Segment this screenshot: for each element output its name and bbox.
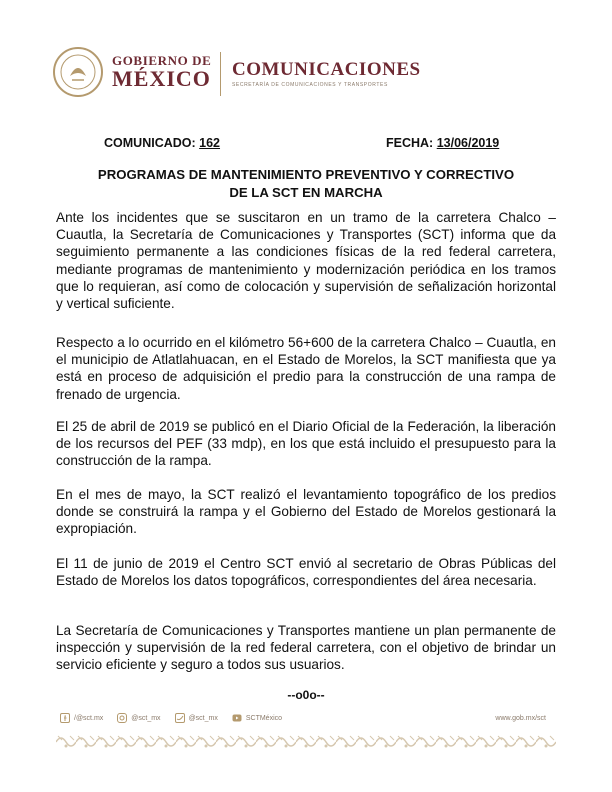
twitter-handle: @sct_mx [188, 714, 218, 722]
paragraph: En el mes de mayo, la SCT realizó el levantamiento topográfico de los predios donde se construirá la rampa y el Gobierno del Estado de Morelos gestionará la expropiación. [56, 487, 556, 537]
gov-line2: MÉXICO [112, 66, 211, 91]
instagram-link[interactable] [117, 713, 160, 723]
government-logo-text [112, 54, 211, 90]
website-url: www.gob.mx/sct [495, 714, 546, 722]
fecha-value: 13/06/2019 [436, 136, 500, 150]
title-line2: DE LA SCT EN MARCHA [229, 185, 383, 200]
national-seal-icon [52, 46, 104, 98]
youtube-link[interactable] [232, 713, 282, 723]
department-logo-text [232, 60, 421, 88]
paragraph: Ante los incidentes que se suscitaron en un tramo de la carretera Chalco – Cuautla, la Secretaría de Comunicaciones y Transportes (SCT) informa que da seguimiento permanente a las condiciones físicas de la red federal carretera, mediante programas de mantenimiento y modernización periódica en los tramos que lo requieran, así como de colocación y supervisión de señalización horizontal y vertical suficiente. [56, 210, 556, 312]
facebook-icon [60, 713, 70, 723]
twitter-icon [175, 713, 185, 723]
fecha [386, 136, 499, 150]
letterhead [52, 46, 572, 106]
instagram-handle: @sct_mx [131, 714, 161, 722]
header-divider [220, 52, 221, 96]
fecha-label: FECHA: [386, 136, 434, 150]
comunicado-value: 162 [199, 136, 221, 150]
facebook-link[interactable] [60, 713, 103, 723]
dept-name: COMUNICACIONES [232, 59, 421, 80]
social-footer [60, 710, 560, 726]
youtube-handle: SCTMéxico [245, 714, 283, 722]
paragraph: El 25 de abril de 2019 se publicó en el Diario Oficial de la Federación, la liberación de los recursos del PEF (33 mdp), en los que está incluido el presupuesto para la construcción de la rampa. [56, 419, 556, 469]
paragraph: La Secretaría de Comunicaciones y Transportes mantiene un plan permanente de inspección y supervisión de la red federal carretera, con el objetivo de brindar un servicio eficiente y seguro a todos sus usuarios. [56, 623, 556, 673]
comunicado-label: COMUNICADO: [104, 136, 196, 150]
comunicado-number [104, 136, 220, 150]
gov-line1: GOBIERNO DE [112, 53, 212, 68]
decorative-pattern [56, 734, 556, 750]
document-title [56, 166, 556, 202]
paragraph: El 11 de junio de 2019 el Centro SCT envió al secretario de Obras Públicas del Estado de Morelos los datos topográficos, correspondientes del área necesaria. [56, 556, 556, 589]
website-link[interactable] [495, 715, 546, 722]
dept-subtitle: SECRETARÍA DE COMUNICACIONES Y TRANSPORTES [232, 82, 388, 88]
facebook-handle: /@sct.mx [74, 714, 104, 722]
twitter-link[interactable] [175, 713, 218, 723]
closing-mark: --o0o-- [287, 688, 325, 702]
paragraph: Respecto a lo ocurrido en el kilómetro 56+600 de la carretera Chalco – Cuautla, en el municipio de Atlatlahuacan, en el Estado de Morelos, la SCT manifiesta que ya está en proceso de adquisición el predio para la construcción de una rampa de frenado de urgencia. [56, 335, 556, 402]
title-line1: PROGRAMAS DE MANTENIMIENTO PREVENTIVO Y CORRECTIVO [97, 167, 515, 182]
youtube-icon [232, 713, 242, 723]
instagram-icon [117, 713, 127, 723]
